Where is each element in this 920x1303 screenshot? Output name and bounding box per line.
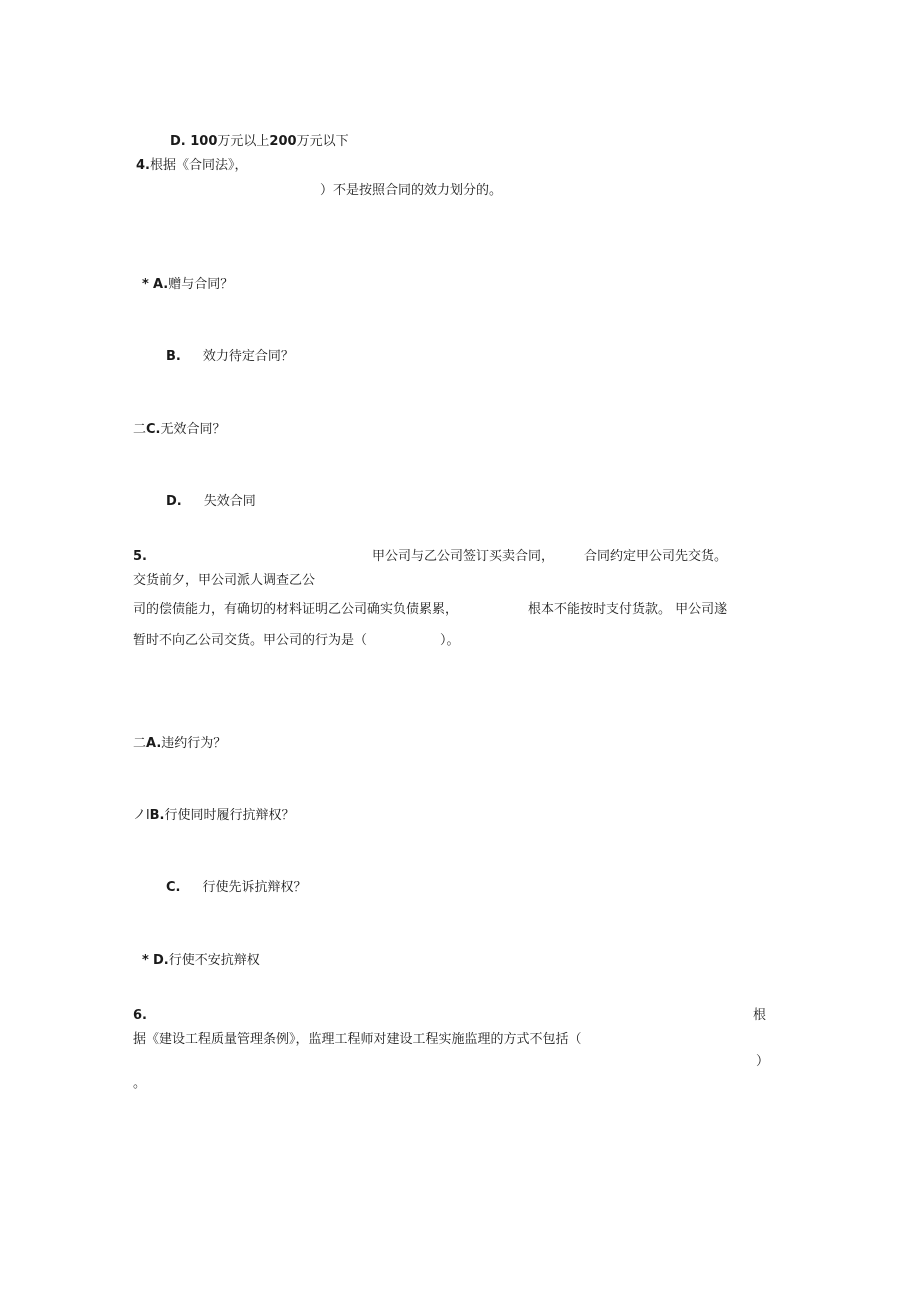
q5-stem-line2: 交货前夕，甲公司派人调查乙公 — [133, 573, 316, 588]
q3-option-d-letter: D. 100 — [170, 134, 218, 149]
q4-option-d[interactable] — [166, 494, 256, 510]
q5-option-b-letter: B. — [149, 808, 165, 823]
q4-option-d-letter: D. — [166, 494, 182, 509]
q3-option-d-text-a: 万元以上 — [217, 134, 270, 149]
q5-stem-line4b: ）。 — [440, 633, 460, 648]
q3-option-d — [170, 134, 349, 150]
q5-option-d-mark: * — [142, 953, 149, 968]
q5-option-b[interactable] — [133, 808, 295, 824]
q4-option-a-text: 赠与合同？ — [168, 277, 234, 292]
q3-option-d-text-b: 万元以下 — [296, 134, 349, 149]
q3-option-d-num: 200 — [269, 134, 297, 149]
q4-stem-text1: 根据《合同法》， — [149, 158, 248, 173]
q5-option-a-mark: 二 — [133, 736, 147, 751]
q4-option-b[interactable] — [166, 349, 294, 365]
q4-stem-line1 — [136, 158, 248, 174]
q5-option-d-letter: D. — [152, 953, 169, 968]
q5-option-c[interactable] — [166, 880, 307, 896]
q4-option-a-mark: * — [142, 277, 149, 292]
q5-option-a[interactable] — [133, 736, 226, 752]
q6-stem-end: 。 — [133, 1076, 147, 1091]
q5-option-b-mark: ノl — [133, 808, 150, 823]
q5-option-d[interactable] — [142, 953, 260, 969]
q5-stem-part1: 甲公司与乙公司签订买卖合同， — [372, 549, 555, 564]
q4-option-a[interactable] — [142, 277, 233, 293]
q5-stem-part2: 合同约定甲公司先交货。 — [584, 549, 728, 564]
q5-stem-line4a: 暂时不向乙公司交货。甲公司的行为是（ — [133, 633, 368, 648]
q4-option-b-text: 效力待定合同？ — [202, 349, 294, 364]
q4-option-d-text: 失效合同 — [203, 494, 256, 509]
q6-number: 6. — [133, 1008, 147, 1023]
q5-number: 5. — [133, 549, 147, 564]
q6-stem-paren: ） — [756, 1054, 770, 1069]
q6-stem-line2: 据《建设工程质量管理条例》，监理工程师对建设工程实施监理的方式不包括（ — [133, 1032, 582, 1047]
q5-option-d-text: 行使不安抗辩权 — [168, 953, 260, 968]
q5-stem-line3b: 根本不能按时支付货款。 甲公司遂 — [528, 602, 728, 617]
q5-option-b-text: 行使同时履行抗辩权？ — [164, 808, 295, 823]
q5-option-a-letter: A. — [146, 736, 162, 751]
q5-option-a-text: 违约行为？ — [161, 736, 227, 751]
q4-option-b-letter: B. — [166, 349, 181, 364]
q4-option-c[interactable] — [133, 422, 226, 438]
q4-option-c-mark: 二 — [133, 422, 147, 437]
q4-option-a-letter: A. — [152, 277, 169, 292]
q4-option-c-text: 无效合同？ — [160, 422, 226, 437]
q5-option-c-letter: C. — [166, 880, 181, 895]
q4-option-c-letter: C. — [146, 422, 161, 437]
q4-stem-line2: ）不是按照合同的效力划分的。 — [320, 183, 503, 198]
q6-stem-tail1: 根 — [753, 1008, 767, 1023]
q4-number: 4. — [136, 158, 150, 173]
q5-stem-line3a: 司的偿债能力，有确切的材料证明乙公司确实负债累累， — [133, 602, 459, 617]
q5-option-c-text: 行使先诉抗辩权？ — [202, 880, 307, 895]
